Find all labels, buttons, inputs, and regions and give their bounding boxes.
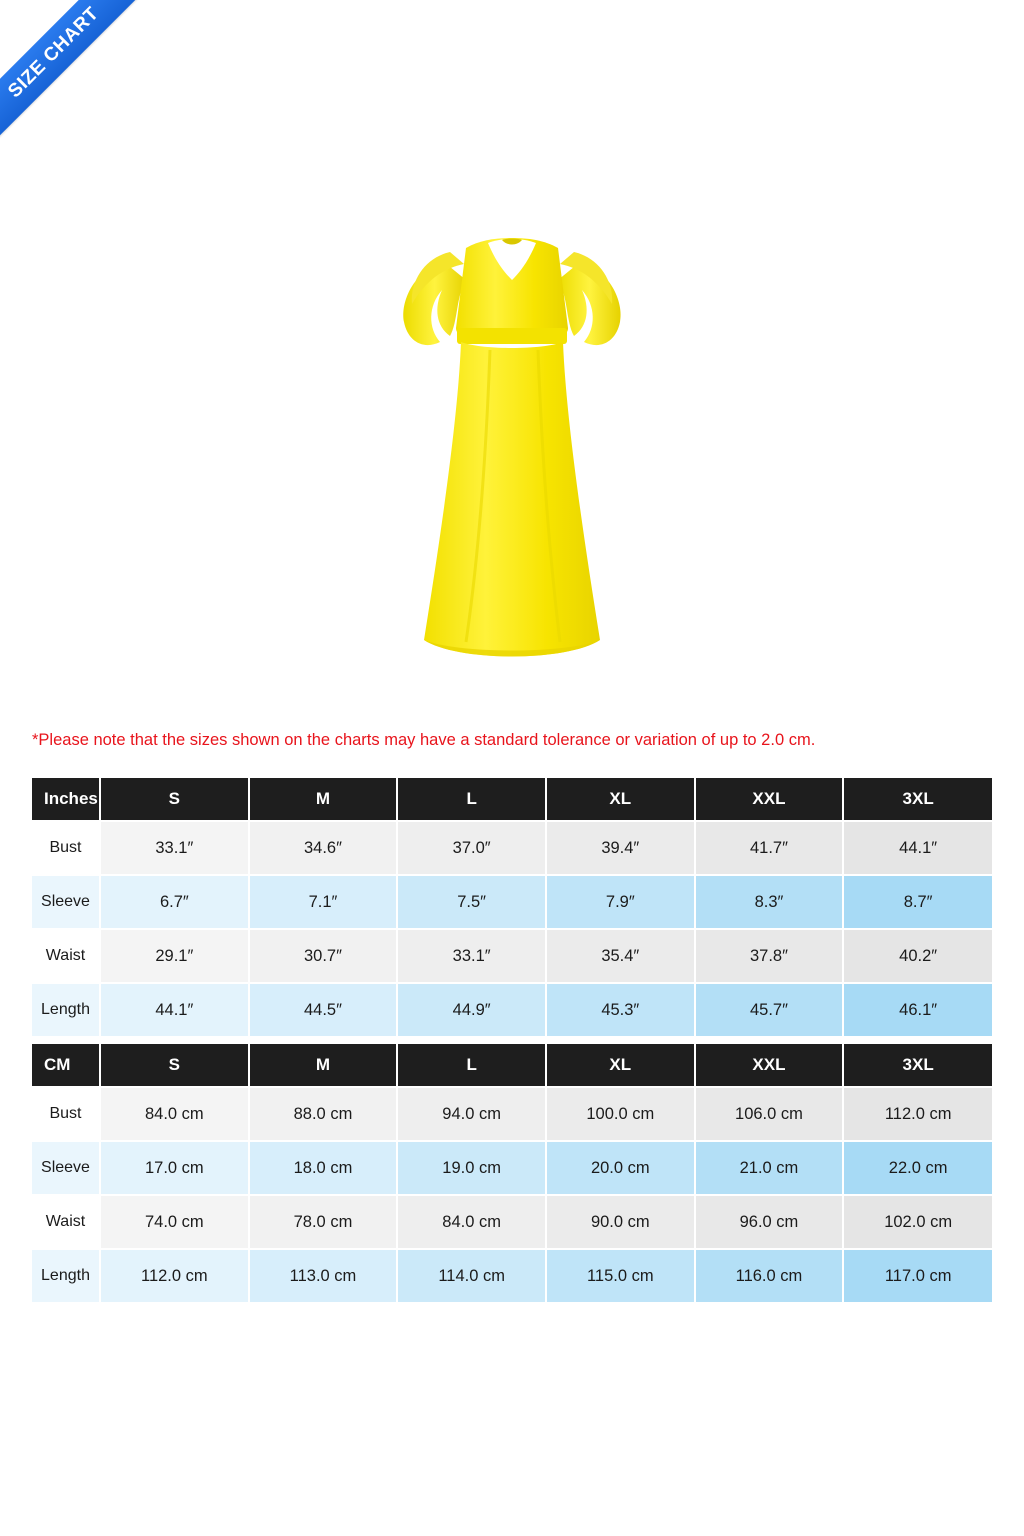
table-header-row	[32, 1044, 992, 1087]
cell-value: 78.0 cm	[249, 1195, 398, 1249]
cell-value: 17.0 cm	[100, 1141, 249, 1195]
size-table-inches	[32, 778, 992, 1038]
size-header-xxl: XXL	[695, 778, 844, 821]
cell-value: 46.1″	[843, 983, 992, 1037]
cell-value: 116.0 cm	[695, 1249, 844, 1303]
table-row	[32, 875, 992, 929]
table-row	[32, 1195, 992, 1249]
cell-value: 30.7″	[249, 929, 398, 983]
cell-value: 102.0 cm	[843, 1195, 992, 1249]
size-header-3xl: 3XL	[843, 778, 992, 821]
size-header-m: M	[249, 1044, 398, 1087]
cell-value: 7.1″	[249, 875, 398, 929]
cell-value: 100.0 cm	[546, 1087, 695, 1141]
cell-value: 29.1″	[100, 929, 249, 983]
measure-label: Sleeve	[32, 1141, 100, 1195]
cell-value: 45.7″	[695, 983, 844, 1037]
cell-value: 114.0 cm	[397, 1249, 546, 1303]
table-row	[32, 1087, 992, 1141]
ribbon-label: SIZE CHART	[0, 0, 160, 159]
table-row	[32, 1141, 992, 1195]
cell-value: 33.1″	[100, 821, 249, 875]
cell-value: 112.0 cm	[843, 1087, 992, 1141]
cell-value: 44.1″	[100, 983, 249, 1037]
cell-value: 37.8″	[695, 929, 844, 983]
tolerance-note: *Please note that the sizes shown on the charts may have a standard tolerance or variation of up to 2.0 cm.	[32, 731, 816, 749]
measure-label: Bust	[32, 821, 100, 875]
unit-header: CM	[32, 1044, 100, 1087]
size-chart-ribbon	[0, 0, 180, 180]
dress-illustration	[362, 210, 662, 670]
cell-value: 6.7″	[100, 875, 249, 929]
cell-value: 106.0 cm	[695, 1087, 844, 1141]
cell-value: 117.0 cm	[843, 1249, 992, 1303]
cell-value: 34.6″	[249, 821, 398, 875]
cell-value: 45.3″	[546, 983, 695, 1037]
measure-label: Length	[32, 983, 100, 1037]
product-image-area	[0, 210, 1024, 710]
size-table-cm	[32, 1044, 992, 1304]
size-header-3xl: 3XL	[843, 1044, 992, 1087]
unit-header: Inches	[32, 778, 100, 821]
measure-label: Length	[32, 1249, 100, 1303]
cell-value: 94.0 cm	[397, 1087, 546, 1141]
cell-value: 40.2″	[843, 929, 992, 983]
cell-value: 21.0 cm	[695, 1141, 844, 1195]
table-header-row	[32, 778, 992, 821]
cell-value: 19.0 cm	[397, 1141, 546, 1195]
cell-value: 22.0 cm	[843, 1141, 992, 1195]
table-row	[32, 929, 992, 983]
cell-value: 41.7″	[695, 821, 844, 875]
cell-value: 113.0 cm	[249, 1249, 398, 1303]
cell-value: 8.3″	[695, 875, 844, 929]
size-header-l: L	[397, 778, 546, 821]
table-row	[32, 821, 992, 875]
cell-value: 44.5″	[249, 983, 398, 1037]
measure-label: Waist	[32, 929, 100, 983]
size-header-l: L	[397, 1044, 546, 1087]
measure-label: Sleeve	[32, 875, 100, 929]
cell-value: 20.0 cm	[546, 1141, 695, 1195]
cell-value: 115.0 cm	[546, 1249, 695, 1303]
cell-value: 84.0 cm	[100, 1087, 249, 1141]
cell-value: 84.0 cm	[397, 1195, 546, 1249]
measure-label: Waist	[32, 1195, 100, 1249]
table-row	[32, 1249, 992, 1303]
cell-value: 44.1″	[843, 821, 992, 875]
cell-value: 8.7″	[843, 875, 992, 929]
size-header-xl: XL	[546, 1044, 695, 1087]
cell-value: 18.0 cm	[249, 1141, 398, 1195]
cell-value: 35.4″	[546, 929, 695, 983]
cell-value: 74.0 cm	[100, 1195, 249, 1249]
size-header-xxl: XXL	[695, 1044, 844, 1087]
cell-value: 112.0 cm	[100, 1249, 249, 1303]
cell-value: 39.4″	[546, 821, 695, 875]
cell-value: 88.0 cm	[249, 1087, 398, 1141]
cell-value: 37.0″	[397, 821, 546, 875]
cell-value: 33.1″	[397, 929, 546, 983]
cell-value: 7.5″	[397, 875, 546, 929]
cell-value: 90.0 cm	[546, 1195, 695, 1249]
cell-value: 44.9″	[397, 983, 546, 1037]
size-header-m: M	[249, 778, 398, 821]
cell-value: 7.9″	[546, 875, 695, 929]
cell-value: 96.0 cm	[695, 1195, 844, 1249]
table-row	[32, 983, 992, 1037]
size-header-xl: XL	[546, 778, 695, 821]
size-header-s: S	[100, 1044, 249, 1087]
size-header-s: S	[100, 778, 249, 821]
measure-label: Bust	[32, 1087, 100, 1141]
